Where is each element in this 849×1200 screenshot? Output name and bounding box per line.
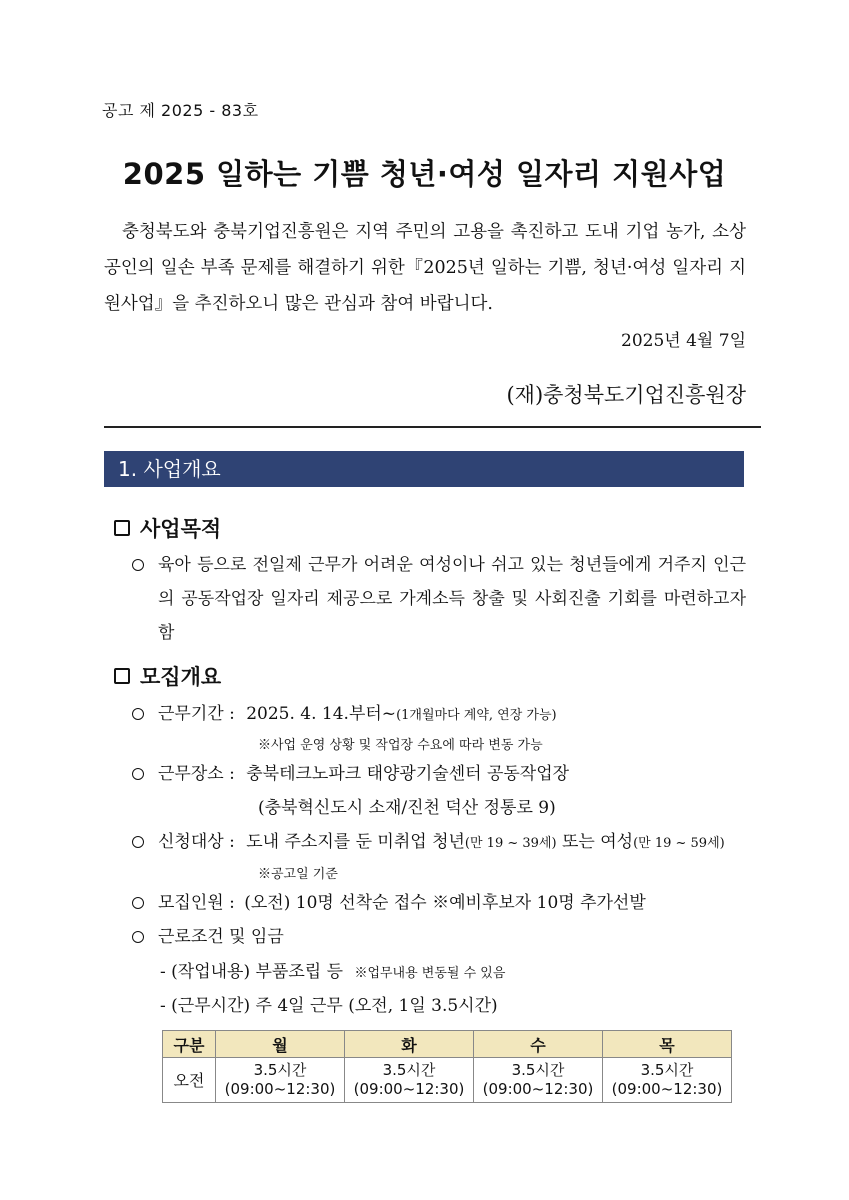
period-value: 2025. 4. 14.부터~ [246, 704, 397, 724]
table-cell [474, 1058, 603, 1103]
table-row [163, 1058, 732, 1103]
issuing-organization: (재)충청북도기업진흥원장 [506, 383, 746, 407]
table-header-cell: 월 [216, 1031, 345, 1058]
cell-time: (09:00~12:30) [482, 1080, 594, 1098]
table-header-cell: 화 [345, 1031, 474, 1058]
work-content-text: - (작업내용) 부품조립 등 [160, 962, 344, 982]
cell-hours: 3.5시간 [382, 1061, 436, 1079]
work-content-item [160, 955, 505, 991]
target-b: 또는 여성 [556, 832, 634, 852]
target-note: ※공고일 기준 [258, 867, 338, 882]
page-title: 2025 일하는 기쁨 청년·여성 일자리 지원사업 [122, 157, 727, 191]
place-sub: (충북혁신도시 소재/진천 덕산 정통로 9) [258, 798, 556, 818]
circle-bullet-icon [132, 931, 144, 943]
circle-bullet-icon [132, 708, 144, 720]
table-header-cell: 구분 [163, 1031, 216, 1058]
cell-hours: 3.5시간 [640, 1061, 694, 1079]
cell-time: (09:00~12:30) [353, 1080, 465, 1098]
period-small: (1개월마다 계약, 연장 가능) [396, 708, 557, 723]
table-cell [603, 1058, 732, 1103]
checkbox-square-icon [114, 668, 130, 684]
count-value: (오전) 10명 선착순 접수 ※예비후보자 10명 추가선발 [244, 893, 646, 913]
intro-paragraph: 충청북도와 충북기업진흥원은 지역 주민의 고용을 촉진하고 도내 기업 농가, 소상공인의 일손 부족 문제를 해결하기 위한『2025년 일하는 기쁨, 청년·여성 일자리 지원사업』을 추진하오니 많은 관심과 참여 바랍니다. [104, 222, 746, 314]
schedule-table [162, 1030, 732, 1103]
target-b-small: (만 19 ~ 59세) [633, 836, 725, 851]
recruit-count [132, 886, 646, 920]
purpose-heading [114, 513, 221, 543]
circle-bullet-icon [132, 897, 144, 909]
target-label: 신청대상 : [158, 832, 235, 852]
cell-hours: 3.5시간 [253, 1061, 307, 1079]
notice-number: 공고 제 2025 - 83호 [102, 101, 259, 120]
divider-line [104, 426, 761, 428]
section-header-overview: 1. 사업개요 [104, 451, 744, 487]
purpose-text: 육아 등으로 전일제 근무가 어려운 여성이나 쉬고 있는 청년들에게 거주지 인근의 공동작업장 일자리 제공으로 가계소득 창출 및 사회진출 기회를 마련하고자 함 [158, 555, 746, 643]
cell-time: (09:00~12:30) [224, 1080, 336, 1098]
recruit-place [132, 757, 569, 791]
recruit-heading-label: 모집개요 [140, 665, 222, 689]
recruit-target [132, 825, 725, 861]
cell-hours: 3.5시간 [511, 1061, 565, 1079]
purpose-item [132, 548, 746, 650]
count-label: 모집인원 : [158, 893, 235, 913]
period-note: ※사업 운영 상황 및 작업장 수요에 따라 변동 가능 [258, 738, 543, 753]
circle-bullet-icon [132, 559, 144, 571]
recruit-period [132, 697, 557, 733]
cell-time: (09:00~12:30) [611, 1080, 723, 1098]
table-cell [345, 1058, 474, 1103]
table-cell [216, 1058, 345, 1103]
table-header-cell: 수 [474, 1031, 603, 1058]
circle-bullet-icon [132, 768, 144, 780]
recruit-heading [114, 661, 221, 691]
conditions-label: 근로조건 및 임금 [158, 927, 284, 947]
place-value: 충북테크노파크 태양광기술센터 공동작업장 [246, 764, 570, 784]
place-label: 근무장소 : [158, 764, 235, 784]
target-a: 도내 주소지를 둔 미취업 청년 [246, 832, 465, 852]
row-label-cell: 오전 [163, 1058, 216, 1103]
work-content-note: ※업무내용 변동될 수 있음 [354, 966, 506, 981]
work-hours-item: - (근무시간) 주 4일 근무 (오전, 1일 3.5시간) [160, 996, 498, 1016]
table-header-row [163, 1031, 732, 1058]
period-label: 근무기간 : [158, 704, 235, 724]
table-header-cell: 목 [603, 1031, 732, 1058]
checkbox-square-icon [114, 520, 130, 536]
recruit-conditions [132, 920, 284, 954]
target-a-small: (만 19 ~ 39세) [464, 836, 557, 851]
purpose-heading-label: 사업목적 [140, 517, 222, 541]
notice-date: 2025년 4월 7일 [621, 331, 746, 351]
circle-bullet-icon [132, 836, 144, 848]
